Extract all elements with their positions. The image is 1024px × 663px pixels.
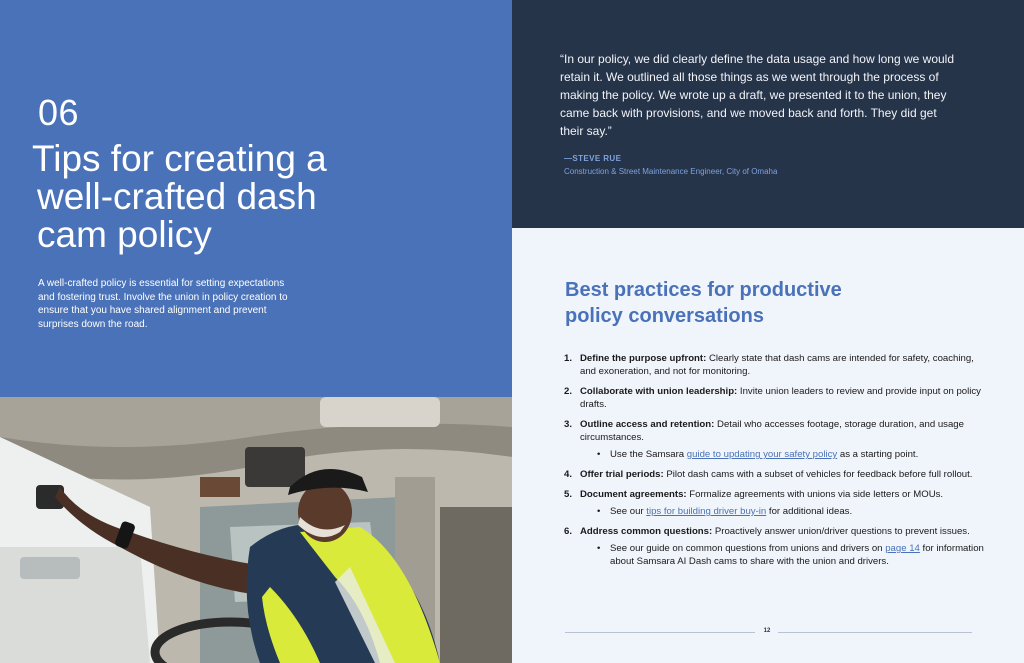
footer-divider bbox=[565, 632, 755, 633]
sub-text: for additional ideas. bbox=[766, 506, 853, 517]
sub-bullet bbox=[580, 448, 984, 461]
item-text: Invite union leaders to review and provide input on policy drafts. bbox=[580, 386, 981, 410]
page-number: 12 bbox=[763, 628, 771, 634]
item-number: 6. bbox=[564, 526, 573, 537]
bullet-icon: • bbox=[597, 506, 601, 517]
best-practices-title: Best practices for productive policy conversations bbox=[565, 279, 842, 327]
item-label: Outline access and retention: bbox=[580, 419, 715, 430]
item-text: Clearly state that dash cams are intended for safety, coaching, and exoneration, and not for monitoring. bbox=[580, 353, 974, 377]
list-item bbox=[564, 488, 984, 518]
item-text: Proactively answer union/driver questions to prevent issues. bbox=[712, 526, 970, 537]
list-item bbox=[564, 352, 984, 378]
section-title-line: cam policy bbox=[37, 214, 212, 255]
item-label: Offer trial periods: bbox=[580, 469, 664, 480]
driver-photo-illustration bbox=[0, 397, 512, 663]
section-title-line: well-crafted dash bbox=[37, 176, 317, 217]
intro-paragraph: A well-crafted policy is essential for setting expectations and fostering trust. Involve the union in policy creation to ensure that you have shared alignment and prevent surprises down the road. bbox=[38, 278, 288, 330]
testimonial-quote: “In our policy, we did clearly define the data usage and how long we would retain it. We outlined all those things as we went through the process of making the policy. We wrote up a draft, we presented it to the union, they came back with provisions, and we moved back and forth. They did get their say.” bbox=[560, 52, 955, 138]
driver-photo bbox=[0, 397, 512, 663]
item-label: Document agreements: bbox=[580, 489, 687, 500]
page-14-link[interactable]: page 14 bbox=[885, 543, 920, 554]
item-number: 1. bbox=[564, 353, 573, 364]
item-number: 3. bbox=[564, 419, 573, 430]
best-practices-list bbox=[564, 352, 984, 575]
section-header-panel bbox=[0, 0, 512, 397]
driver-buy-in-link[interactable]: tips for building driver buy-in bbox=[646, 506, 767, 517]
section-title-line: Tips for creating a bbox=[32, 138, 327, 179]
sub-text: See our guide on common questions from unions and drivers on bbox=[610, 543, 886, 554]
sub-text: as a starting point. bbox=[837, 449, 919, 460]
quote-author-role: Construction & Street Maintenance Engineer, City of Omaha bbox=[564, 167, 778, 176]
item-label: Collaborate with union leadership: bbox=[580, 386, 738, 397]
item-text: Pilot dash cams with a subset of vehicles for feedback before full rollout. bbox=[663, 469, 973, 480]
sub-text: See our bbox=[610, 506, 647, 517]
bullet-icon: • bbox=[597, 543, 601, 554]
bullet-icon: • bbox=[597, 449, 601, 460]
sub-bullet bbox=[580, 542, 984, 568]
list-item bbox=[564, 385, 984, 411]
item-number: 5. bbox=[564, 489, 573, 500]
item-number: 2. bbox=[564, 386, 573, 397]
quote-author: —STEVE RUE bbox=[564, 154, 622, 163]
section-number: 06 bbox=[38, 92, 80, 133]
sub-text: for information about Samsara AI Dash cams to share with the union and drivers. bbox=[610, 543, 984, 567]
footer-divider bbox=[778, 632, 972, 633]
quote-panel bbox=[512, 0, 1024, 228]
item-text: Detail who accesses footage, storage duration, and usage circumstances. bbox=[580, 419, 964, 443]
item-text: Formalize agreements with unions via side letters or MOUs. bbox=[686, 489, 944, 500]
section-title bbox=[32, 140, 372, 254]
safety-policy-guide-link[interactable]: guide to updating your safety policy bbox=[686, 449, 838, 460]
list-item bbox=[564, 418, 984, 461]
sub-bullet bbox=[580, 505, 984, 518]
item-label: Define the purpose upfront: bbox=[580, 353, 707, 364]
item-label: Address common questions: bbox=[580, 526, 713, 537]
sub-text: Use the Samsara bbox=[610, 449, 687, 460]
list-item bbox=[564, 468, 984, 481]
list-item bbox=[564, 525, 984, 568]
item-number: 4. bbox=[564, 469, 573, 480]
best-practices-panel bbox=[512, 228, 1024, 663]
